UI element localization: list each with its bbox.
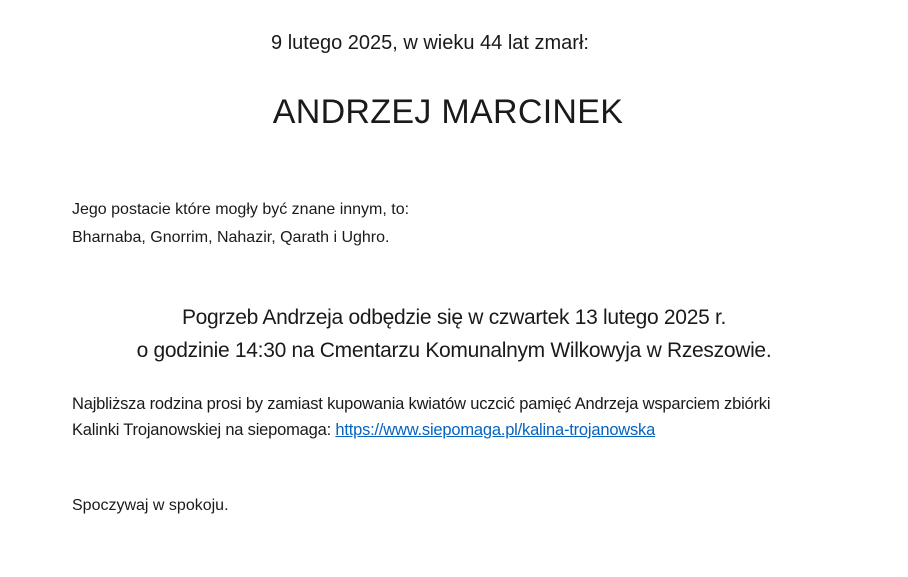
characters-list: Bharnaba, Gnorrim, Nahazir, Qarath i Ughro. (72, 229, 390, 246)
donation-line2 (72, 417, 862, 443)
closing-line: Spoczywaj w spokoju. (72, 497, 229, 514)
donation-request (72, 391, 862, 443)
funeral-date-line: Pogrzeb Andrzeja odbędzie się w czwartek 13 lutego 2025 r. (181, 306, 727, 329)
donation-line2-prefix: Kalinki Trojanowskiej na siepomaga: (72, 421, 336, 439)
siepomaga-link[interactable]: https://www.siepomaga.pl/kalina-trojanowska (335, 421, 656, 439)
characters-section (72, 196, 409, 252)
funeral-details (0, 301, 908, 367)
funeral-place-line: o godzinie 14:30 na Cmentarzu Komunalnym Wilkowyja w Rzeszowie. (136, 339, 772, 362)
deceased-name: ANDRZEJ MARCINEK (272, 93, 624, 131)
donation-line1: Najbliższa rodzina prosi by zamiast kupowania kwiatów uczcić pamięć Andrzeja wsparciem zbiórki (72, 395, 771, 413)
characters-intro: Jego postacie które mogły być znane innym, to: (72, 201, 410, 218)
death-date-line: 9 lutego 2025, w wieku 44 lat zmarł: (271, 32, 589, 54)
